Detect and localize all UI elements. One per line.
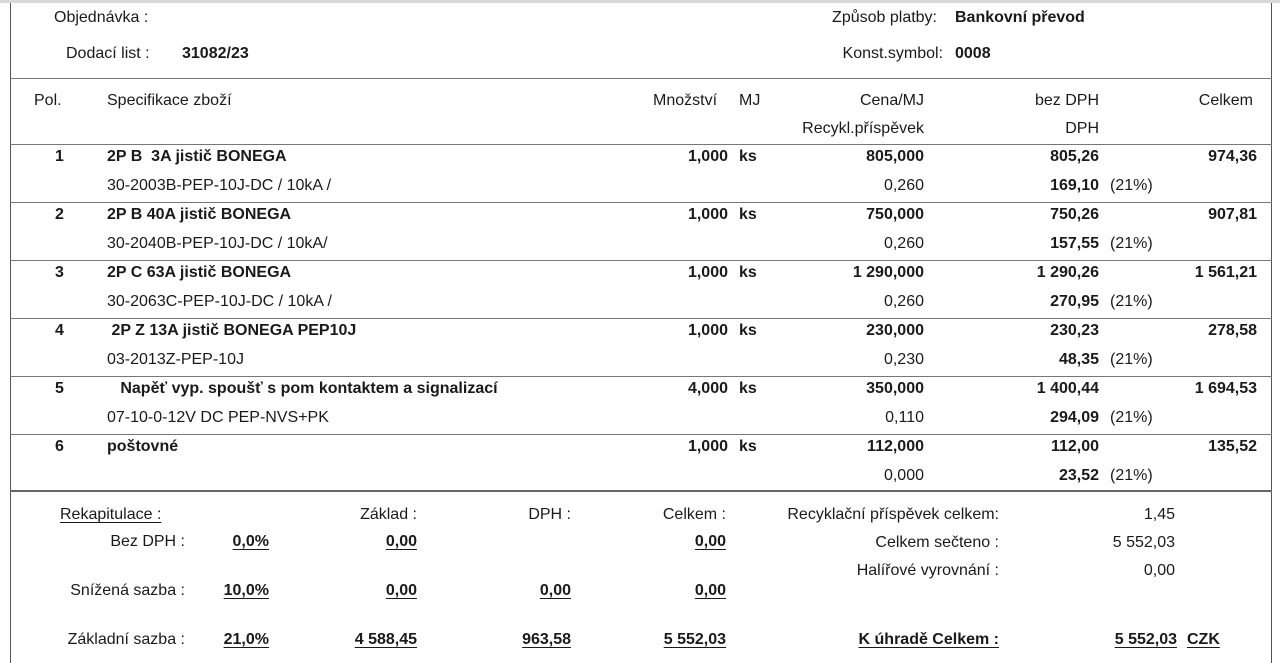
sum-label: Celkem sečteno :	[875, 534, 999, 551]
summary-row-total: 0,00	[694, 533, 726, 550]
item-vat: 270,95	[1050, 293, 1099, 310]
summary-row-vat: 963,58	[522, 631, 571, 648]
item-pos: 4	[55, 322, 64, 339]
item-vat-rate: (21%)	[1110, 293, 1153, 310]
item-divider	[10, 318, 1272, 319]
item-net: 230,23	[1050, 322, 1099, 339]
item-unit: ks	[739, 322, 757, 339]
item-pos: 3	[55, 264, 64, 281]
item-total: 907,81	[1208, 206, 1257, 223]
item-name: Napěť vyp. spoušť s pom kontaktem a signalizací	[107, 380, 498, 397]
item-name: 2P B 3A jistič BONEGA	[107, 148, 287, 165]
frame-border-right	[1271, 3, 1272, 663]
delivery-note-value: 31082/23	[182, 45, 249, 62]
recycle-total-label: Recyklační příspěvek celkem:	[787, 506, 999, 523]
col-net: bez DPH	[1034, 92, 1099, 109]
sum-value: 5 552,03	[1112, 534, 1175, 551]
top-strip	[0, 0, 1280, 3]
item-recycle: 0,110	[885, 409, 924, 426]
summary-row-total: 0,00	[694, 582, 726, 599]
item-divider	[10, 434, 1272, 435]
item-vat: 23,52	[1058, 467, 1099, 484]
summary-title: Rekapitulace :	[60, 506, 162, 523]
col-vat: DPH	[1065, 120, 1099, 137]
item-net: 112,00	[1050, 438, 1099, 455]
item-unit: ks	[739, 148, 757, 165]
item-unit-price: 350,000	[866, 380, 924, 397]
item-qty: 1,000	[687, 206, 728, 223]
item-pos: 5	[55, 380, 64, 397]
summary-row-base: 0,00	[385, 533, 417, 550]
col-qty: Množství	[653, 92, 718, 109]
item-recycle: 0,230	[883, 351, 924, 368]
col-spec: Specifikace zboží	[107, 92, 232, 109]
item-name: poštovné	[107, 438, 179, 455]
item-code: 30-2063C-PEP-10J-DC / 10kA /	[107, 293, 332, 310]
item-name: 2P Z 13A jistič BONEGA PEP10J	[107, 322, 357, 339]
item-recycle: 0,260	[883, 177, 924, 194]
item-recycle: 0,260	[883, 235, 924, 252]
item-vat-rate: (21%)	[1110, 235, 1153, 252]
col-pos: Pol.	[34, 92, 62, 109]
item-unit-price: 1 290,000	[852, 264, 924, 281]
divider-header	[10, 78, 1272, 79]
item-divider	[10, 202, 1272, 203]
item-unit-price: 805,000	[866, 148, 924, 165]
item-qty: 1,000	[687, 438, 728, 455]
summary-row-label: Bez DPH :	[110, 533, 185, 550]
item-name: 2P C 63A jistič BONEGA	[107, 264, 292, 281]
item-recycle: 0,000	[883, 467, 924, 484]
summary-col-vat: DPH :	[528, 506, 571, 523]
col-total: Celkem	[1198, 92, 1253, 109]
item-total: 278,58	[1208, 322, 1257, 339]
divider-table-header	[10, 144, 1272, 145]
item-total: 974,36	[1208, 148, 1257, 165]
summary-row-label: Snížená sazba :	[70, 582, 185, 599]
constant-symbol-label: Konst.symbol:	[842, 45, 943, 62]
item-recycle: 0,260	[883, 293, 924, 310]
item-pos: 2	[55, 206, 64, 223]
item-net: 750,26	[1050, 206, 1099, 223]
item-vat: 294,09	[1050, 409, 1099, 426]
item-unit-price: 112,000	[867, 438, 924, 455]
item-vat-rate: (21%)	[1110, 177, 1153, 194]
to-pay-value: 5 552,03	[1114, 631, 1177, 648]
item-vat: 157,55	[1050, 235, 1099, 252]
item-pos: 6	[55, 438, 64, 455]
item-unit: ks	[739, 438, 757, 455]
summary-row-base: 4 588,45	[354, 631, 417, 648]
item-total: 1 561,21	[1194, 264, 1257, 281]
item-unit: ks	[739, 264, 757, 281]
to-pay-label: K úhradě Celkem :	[858, 631, 999, 648]
summary-row-label: Základní sazba :	[67, 631, 185, 648]
payment-method-value: Bankovní převod	[955, 9, 1085, 26]
item-code: 07-10-0-12V DC PEP-NVS+PK	[107, 409, 329, 426]
summary-col-base: Základ :	[360, 506, 417, 523]
item-vat: 48,35	[1058, 351, 1099, 368]
payment-method-label: Způsob platby:	[832, 9, 937, 26]
delivery-note-label: Dodací list :	[66, 45, 150, 62]
summary-row-rate: 10,0%	[223, 582, 269, 599]
item-qty: 1,000	[687, 264, 728, 281]
item-name: 2P B 40A jistič BONEGA	[107, 206, 292, 223]
divider-summary	[10, 490, 1272, 492]
item-code: 30-2003B-PEP-10J-DC / 10kA /	[107, 177, 332, 194]
col-unit: MJ	[739, 92, 761, 109]
item-net: 1 290,26	[1036, 264, 1099, 281]
item-unit: ks	[739, 380, 757, 397]
item-qty: 1,000	[687, 148, 728, 165]
currency: CZK	[1187, 631, 1220, 648]
item-vat-rate: (21%)	[1110, 409, 1153, 426]
item-vat: 169,10	[1050, 177, 1099, 194]
item-unit-price: 750,000	[866, 206, 924, 223]
summary-row-rate: 21,0%	[223, 631, 269, 648]
item-vat-rate: (21%)	[1110, 467, 1153, 484]
item-code: 03-2013Z-PEP-10J	[107, 351, 244, 368]
item-qty: 4,000	[687, 380, 728, 397]
item-pos: 1	[55, 148, 64, 165]
summary-row-base: 0,00	[385, 582, 417, 599]
col-recycle: Recykl.příspěvek	[802, 120, 924, 137]
recycle-total-value: 1,45	[1143, 506, 1175, 523]
summary-row-vat: 0,00	[539, 582, 571, 599]
order-label: Objednávka :	[54, 9, 149, 26]
item-total: 1 694,53	[1194, 380, 1257, 397]
summary-row-rate: 0,0%	[232, 533, 269, 550]
item-qty: 1,000	[687, 322, 728, 339]
item-net: 805,26	[1050, 148, 1099, 165]
rounding-value: 0,00	[1143, 562, 1175, 579]
summary-col-total: Celkem :	[662, 506, 726, 523]
summary-row-total: 5 552,03	[663, 631, 726, 648]
rounding-label: Halířové vyrovnání :	[856, 562, 999, 579]
col-unit-price: Cena/MJ	[859, 92, 924, 109]
item-total: 135,52	[1208, 438, 1257, 455]
item-vat-rate: (21%)	[1110, 351, 1153, 368]
item-divider	[10, 376, 1272, 377]
item-net: 1 400,44	[1036, 380, 1099, 397]
item-unit-price: 230,000	[866, 322, 924, 339]
item-code: 30-2040B-PEP-10J-DC / 10kA/	[107, 235, 328, 252]
constant-symbol-value: 0008	[955, 45, 991, 62]
item-unit: ks	[739, 206, 757, 223]
item-divider	[10, 260, 1272, 261]
frame-border-left	[10, 3, 11, 663]
